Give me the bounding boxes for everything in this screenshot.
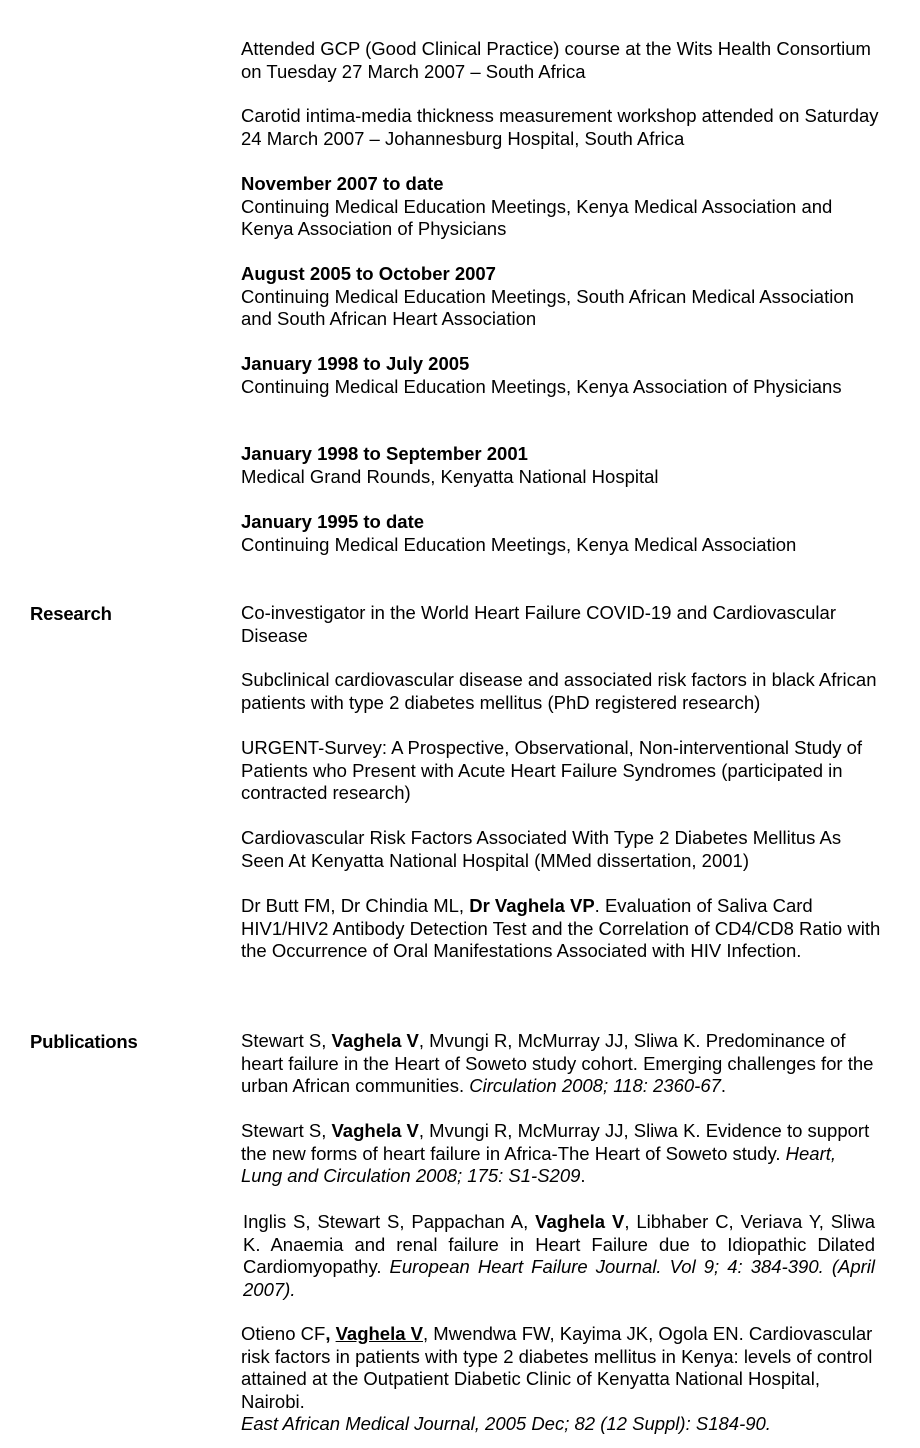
education-entry-grand-rounds (241, 443, 881, 488)
publication-authors: Stewart S, (241, 1030, 332, 1051)
research-item (241, 827, 881, 872)
research-authors: Dr Butt FM, Dr Chindia ML, (241, 895, 470, 916)
research-text: URGENT-Survey: A Prospective, Observational, Non-interventional Study of Patients who Present with Acute Heart Failure Syndromes (participated in contracted research) (241, 737, 863, 804)
entry-text: Continuing Medical Education Meetings, Kenya Medical Association (241, 533, 797, 555)
publication-end: . (720, 1075, 727, 1097)
publication-title: , Mwendwa FW, Kayima JK, Ogola EN. Cardiovascular risk factors in patients with type 2 diabetes mellitus in Kenya: levels of control attained at the Outpatient Diabetic Clinic of Kenyatta National Hospital, Nairobi. (241, 1323, 873, 1412)
research-item (241, 669, 881, 714)
research-item (241, 737, 881, 805)
publication-title: , Libhaber C, Veriava Y, Sliwa K. Anaemia and renal failure in Heart Failure due to Idiopathic Dilated Cardiomyopathy. (243, 1211, 875, 1278)
research-text: Co-investigator in the World Heart Failure COVID-19 and Cardiovascular Disease (241, 602, 836, 646)
entry-text: Attended GCP (Good Clinical Practice) course at the Wits Health Consortium on Tuesday 27 March 2007 – South Africa (241, 38, 871, 82)
publication-comma: , (325, 1323, 336, 1344)
publication-author-highlight: Vaghela V (331, 1030, 419, 1051)
education-entry-gcp (241, 38, 881, 83)
entry-period: January 1998 to September 2001 (241, 443, 528, 464)
publication-author-highlight: Vaghela V (331, 1120, 419, 1141)
education-entry-kap (241, 353, 881, 398)
publication-item (243, 1211, 875, 1301)
publication-authors: Inglis S, Stewart S, Pappachan A, (243, 1211, 536, 1232)
publication-authors: Otieno CF (241, 1323, 326, 1344)
publication-journal: Heart, Lung and Circulation 2008; 175: S1-S209 (241, 1142, 837, 1187)
entry-period: January 1998 to July 2005 (241, 353, 470, 374)
education-entry-sama (241, 263, 881, 331)
entry-text: Continuing Medical Education Meetings, South African Medical Association and South African Heart Association (241, 285, 854, 330)
research-text: Subclinical cardiovascular disease and associated risk factors in black African patients with type 2 diabetes mellitus (PhD registered research) (241, 669, 877, 713)
publication-journal: East African Medical Journal, 2005 Dec; 82 (12 Suppl): S184-90. (241, 1413, 771, 1435)
publication-item (241, 1120, 881, 1188)
publication-author-highlight: Vaghela V (535, 1211, 625, 1232)
publication-authors: Stewart S, (241, 1120, 332, 1141)
publication-author-highlight: Vaghela V (335, 1323, 423, 1344)
education-entry-kma (241, 511, 881, 556)
publication-title: , Mvungi R, McMurray JJ, Sliwa K. Predominance of heart failure in the Heart of Soweto study cohort. Emerging challenges for the urban African communities. (241, 1030, 874, 1097)
education-entry-kma-kap (241, 173, 881, 241)
publication-journal: Circulation 2008; 118: 2360-67 (469, 1075, 721, 1097)
publication-item (241, 1030, 881, 1098)
entry-period: January 1995 to date (241, 511, 425, 532)
section-label-research: Research (30, 603, 112, 624)
entry-period: August 2005 to October 2007 (241, 263, 496, 284)
research-author-highlight: Dr Vaghela VP (469, 895, 595, 916)
research-text: Cardiovascular Risk Factors Associated With Type 2 Diabetes Mellitus As Seen At Kenyatta National Hospital (MMed dissertation, 2001) (241, 827, 842, 871)
publication-title: , Mvungi R, McMurray JJ, Sliwa K. Evidence to support the new forms of heart failure in Africa-The Heart of Soweto study. (241, 1120, 870, 1164)
research-title: . Evaluation of Saliva Card HIV1/HIV2 Antibody Detection Test and the Correlation of CD4/CD8 Ratio with the Occurrence of Oral Manifestations Associated with HIV Infection. (241, 895, 881, 962)
publication-item (241, 1323, 881, 1436)
entry-text: Carotid intima-media thickness measurement workshop attended on Saturday 24 March 2007 – Johannesburg Hospital, South Africa (241, 105, 879, 149)
entry-text: Medical Grand Rounds, Kenyatta National Hospital (241, 465, 659, 487)
education-entry-carotid (241, 105, 881, 150)
publication-end: . (580, 1165, 586, 1187)
publication-journal: European Heart Failure Journal. Vol 9; 4: 384-390. (April 2007). (243, 1256, 875, 1300)
entry-period: November 2007 to date (241, 173, 444, 194)
research-item (241, 602, 881, 647)
entry-text: Continuing Medical Education Meetings, Kenya Medical Association and Kenya Association of Physicians (241, 195, 833, 240)
section-label-publications: Publications (30, 1031, 138, 1052)
entry-text: Continuing Medical Education Meetings, Kenya Association of Physicians (241, 375, 842, 397)
research-item (241, 895, 881, 963)
